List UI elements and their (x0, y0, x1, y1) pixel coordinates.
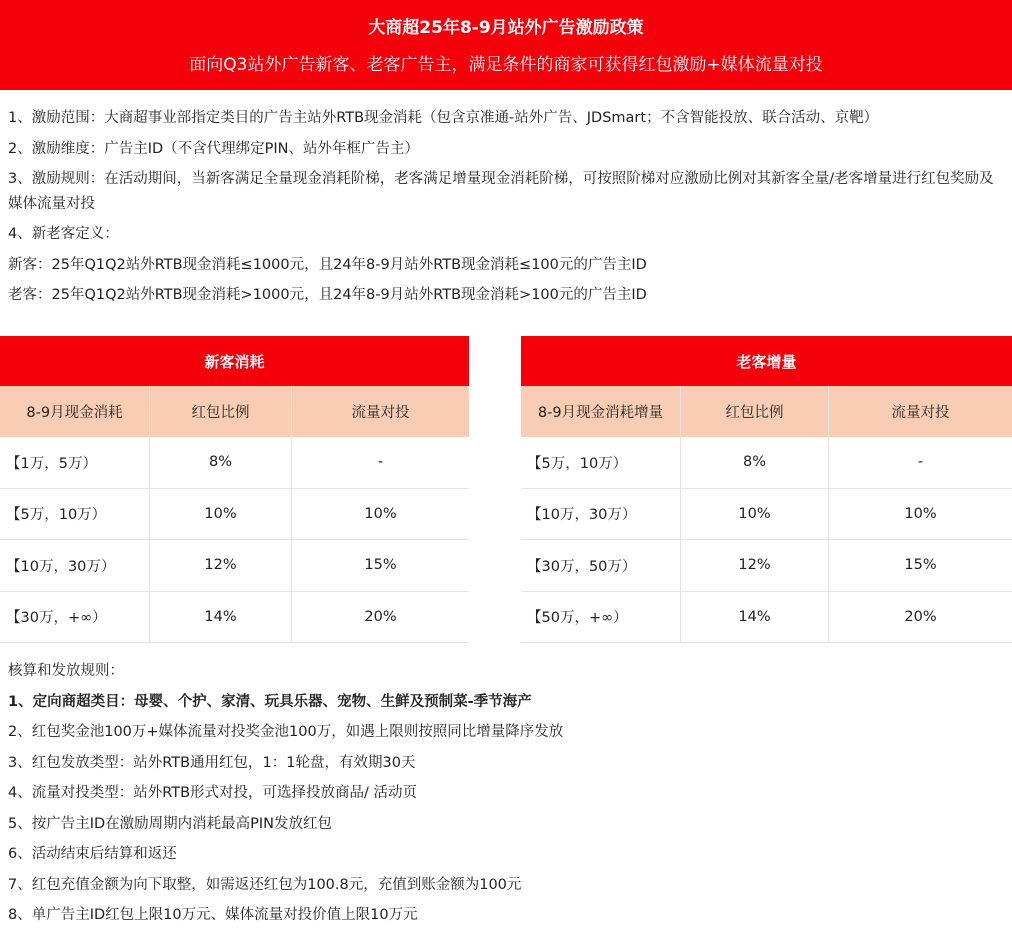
redpacket-ratio: 10% (150, 489, 292, 540)
redpacket-ratio: 14% (681, 592, 829, 643)
intro-line: 3、激励规则：在活动期间，当新客满足全量现金消耗阶梯，老客满足增量现金消耗阶梯，可按照阶梯对应激励比例对其新客全量/老客增量进行红包奖励及媒体流量对投 (8, 171, 994, 212)
new-customer-definition: 新客：25年Q1Q2站外RTB现金消耗≤1000元，且24年8-9月站外RTB现金消耗≤100元的广告主ID (8, 256, 647, 273)
rule-line: 5、按广告主ID在激励周期内消耗最高PIN发放红包 (8, 815, 333, 832)
traffic-ratio: - (917, 454, 924, 471)
intro-line: 1、激励范围：大商超事业部指定类目的广告主站外RTB现金消耗（包含京准通-站外广告、JDSmart；不含智能投放、联合活动、京靶） (8, 110, 879, 126)
column-header: 红包比例 (150, 386, 292, 437)
old-customer-table (521, 336, 1012, 643)
tier-range: 【5万，10万） (521, 437, 681, 488)
table-header-row (521, 386, 1012, 437)
traffic-ratio: 10% (364, 505, 397, 522)
column-header: 红包比例 (681, 386, 829, 437)
table-row (521, 592, 1012, 644)
rule-line: 8、单广告主ID红包上限10万元、媒体流量对投价值上限10万元 (8, 907, 418, 923)
rules-section (8, 656, 1008, 931)
table-title: 老客增量 (521, 336, 1012, 386)
table-row (0, 437, 469, 489)
column-header: 流量对投 (351, 405, 410, 421)
table-header-row (0, 386, 469, 437)
traffic-ratio: 15% (904, 557, 937, 574)
rule-line: 6、活动结束后结算和返还 (8, 846, 177, 862)
table-title: 新客消耗 (0, 336, 469, 386)
tier-range: 【50万，+∞） (521, 592, 681, 643)
rule-line: 4、流量对投类型：站外RTB形式对投，可选择投放商品/ 活动页 (8, 785, 418, 801)
table-row (0, 592, 469, 644)
redpacket-ratio: 12% (681, 540, 829, 591)
traffic-ratio: 10% (904, 505, 937, 522)
redpacket-ratio: 10% (681, 489, 829, 540)
rules-heading: 核算和发放规则： (8, 663, 124, 679)
table-row (521, 489, 1012, 541)
intro-section (8, 103, 1008, 311)
traffic-ratio: 15% (364, 557, 397, 574)
column-header: 8-9月现金消耗增量 (521, 386, 681, 437)
rule-line: 2、红包奖金池100万+媒体流量对投奖金池100万，如遇上限则按照同比增量降序发放 (8, 724, 564, 740)
tier-range: 【10万，30万） (521, 489, 681, 540)
tier-range: 【30万，+∞） (0, 592, 150, 643)
table-row (521, 437, 1012, 489)
column-header: 8-9月现金消耗 (0, 386, 150, 437)
table-row (521, 540, 1012, 592)
redpacket-ratio: 12% (150, 540, 292, 591)
traffic-ratio: 20% (904, 608, 937, 625)
rule-line: 7、红包充值金额为向下取整，如需返还红包为100.8元，充值到账金额为100元 (8, 876, 522, 893)
rule-line: 1、定向商超类目：母婴、个护、家清、玩具乐器、宠物、生鲜及预制菜-季节海产 (8, 693, 532, 710)
new-customer-table (0, 336, 469, 643)
table-row (0, 489, 469, 541)
intro-line: 2、激励维度：广告主ID（不含代理绑定PIN、站外年框广告主） (8, 140, 420, 157)
traffic-ratio: 20% (364, 608, 397, 625)
title-banner (0, 0, 1012, 90)
redpacket-ratio: 14% (150, 592, 292, 643)
page-title: 大商超25年8-9月站外广告激励政策 (368, 18, 644, 38)
tier-range: 【5万，10万） (0, 489, 150, 540)
tier-range: 【1万，5万） (0, 437, 150, 488)
traffic-ratio: - (377, 454, 384, 471)
table-row (0, 540, 469, 592)
redpacket-ratio: 8% (150, 437, 292, 488)
rule-line: 3、红包发放类型：站外RTB通用红包，1：1轮盘，有效期30天 (8, 754, 416, 771)
redpacket-ratio: 8% (681, 437, 829, 488)
tier-range: 【30万，50万） (521, 540, 681, 591)
tier-range: 【10万，30万） (0, 540, 150, 591)
column-header: 流量对投 (891, 405, 950, 421)
intro-line: 4、新老客定义： (8, 226, 119, 242)
old-customer-definition: 老客：25年Q1Q2站外RTB现金消耗>1000元，且24年8-9月站外RTB现金消耗>100元的广告主ID (8, 287, 647, 303)
page-subtitle: 面向Q3站外广告新客、老客广告主，满足条件的商家可获得红包激励+媒体流量对投 (189, 55, 823, 75)
